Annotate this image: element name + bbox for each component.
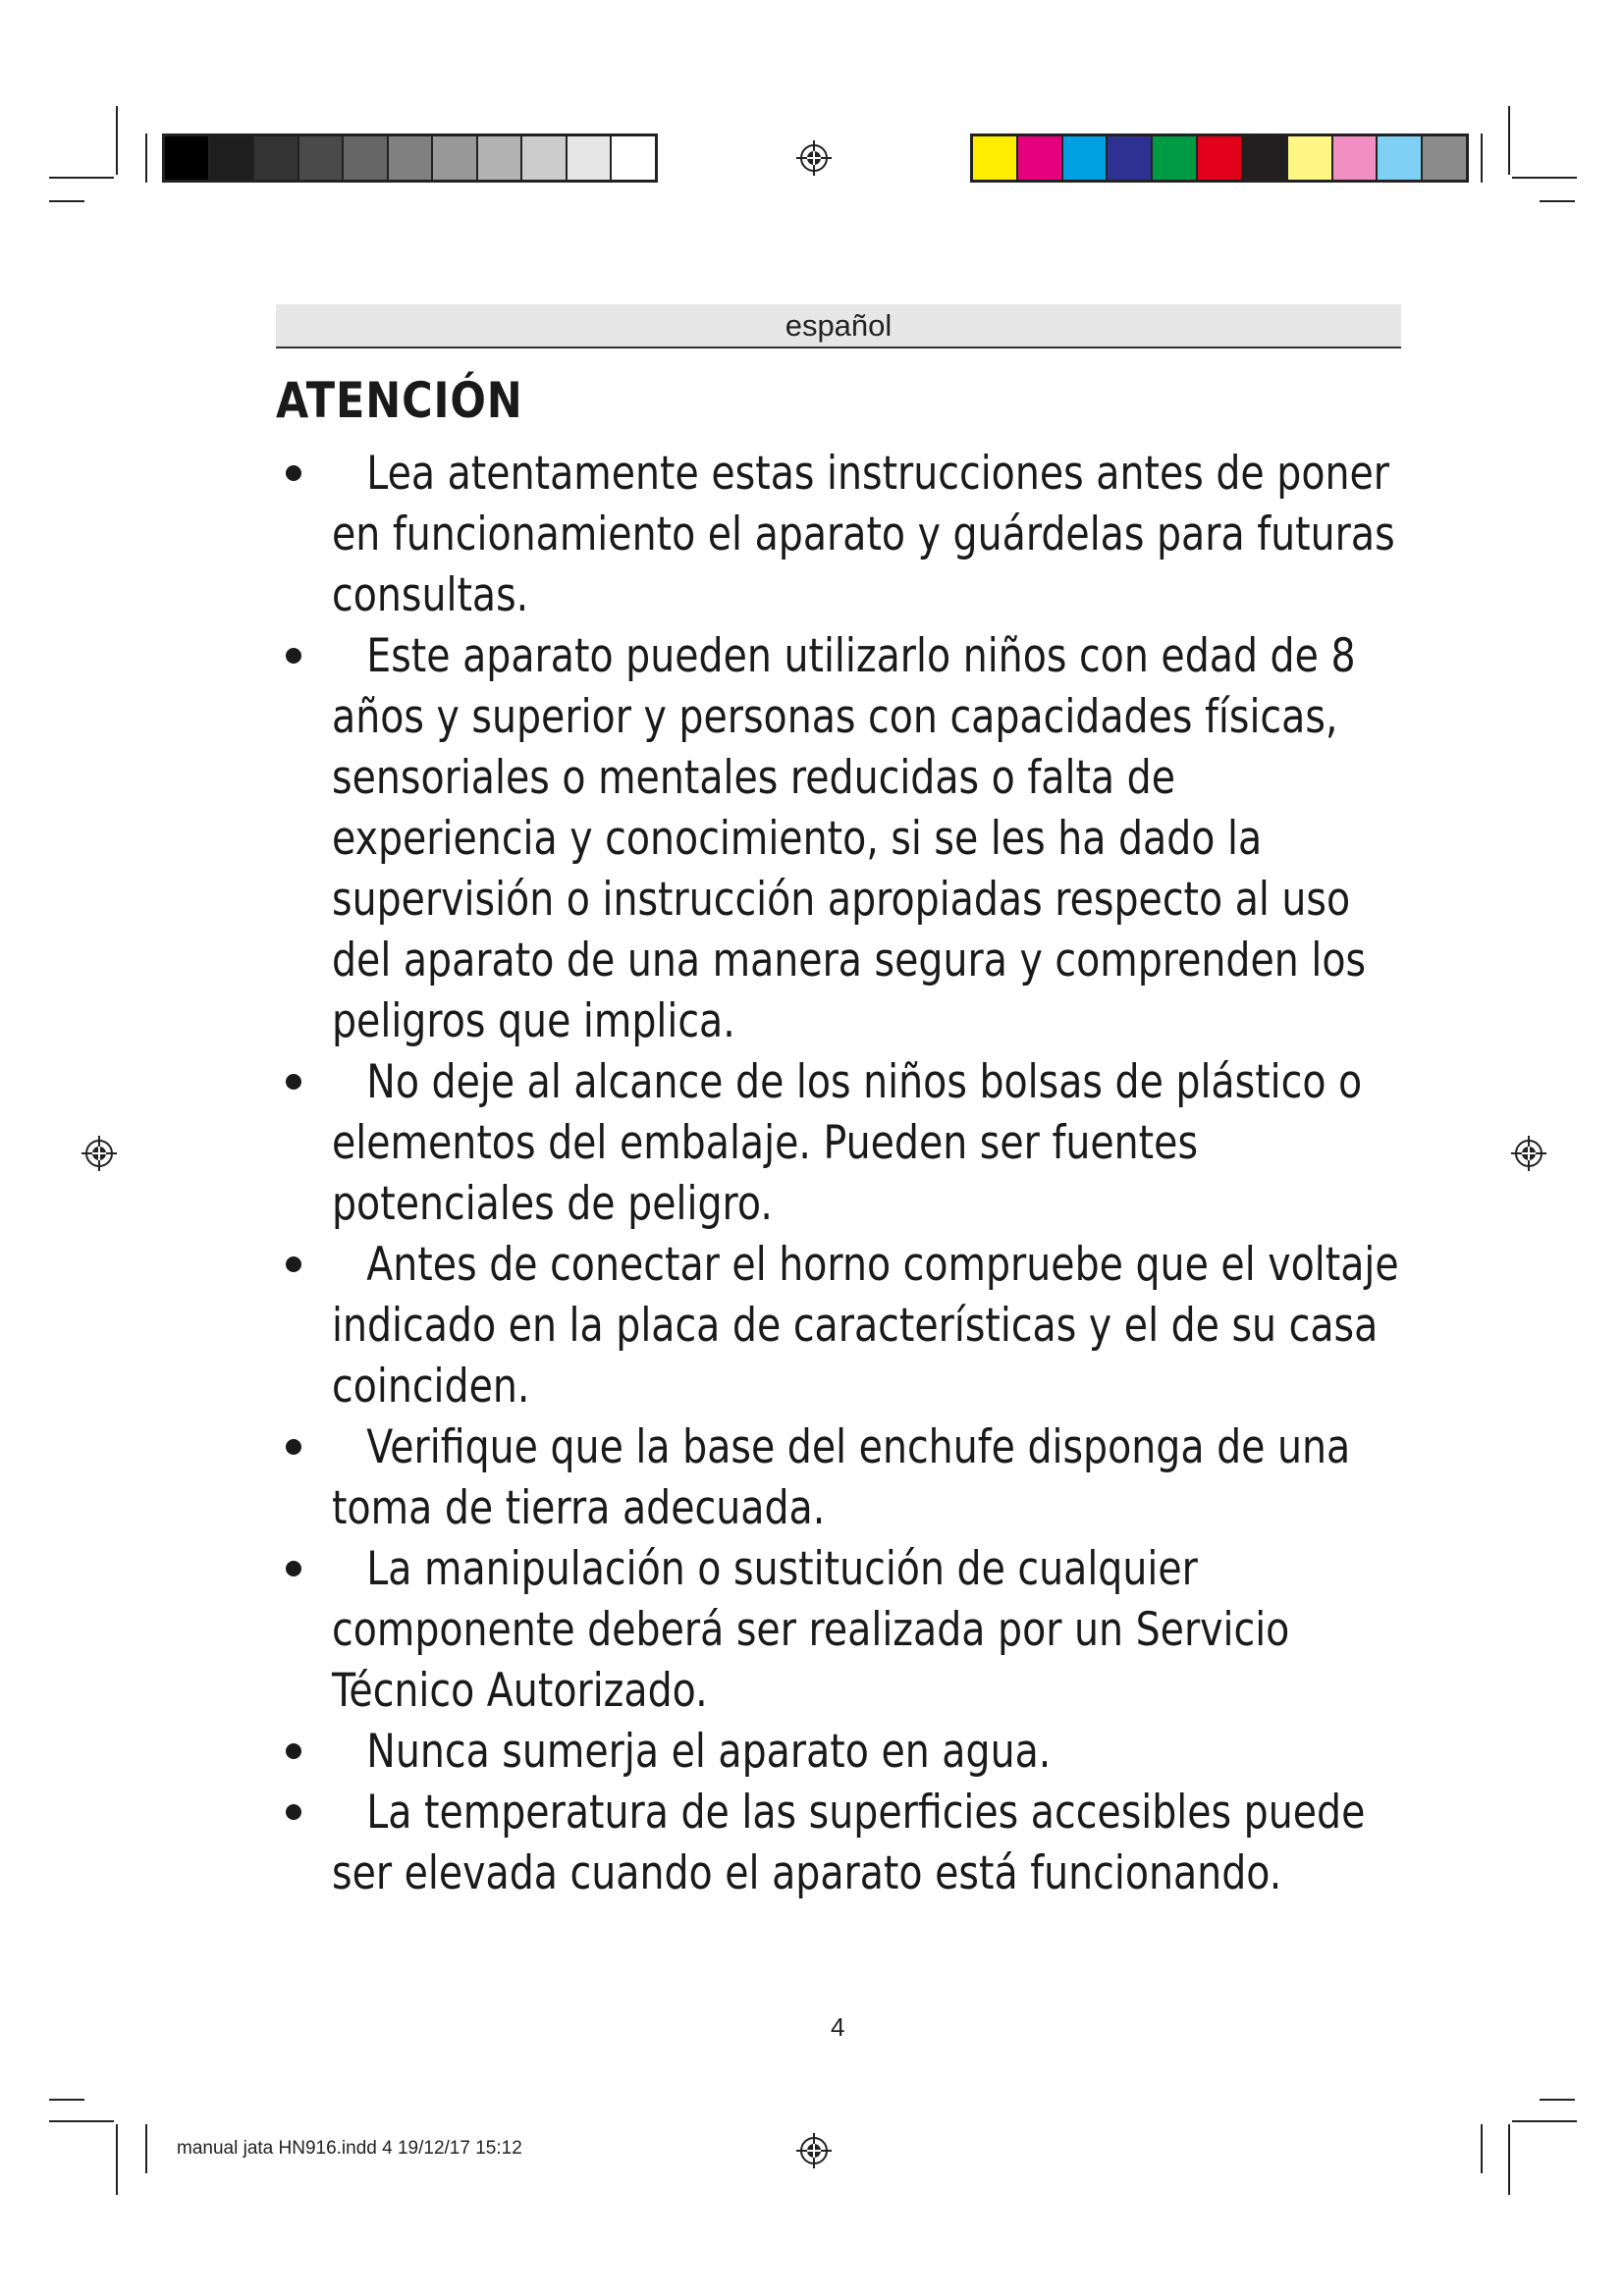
grayscale-swatch <box>344 136 389 180</box>
crop-mark <box>1508 106 1510 175</box>
safety-instructions-list <box>276 444 1435 1904</box>
grayscale-color-bar <box>162 133 658 183</box>
color-swatch <box>1108 136 1153 180</box>
registration-mark-icon <box>81 1135 118 1172</box>
color-swatch <box>1378 136 1423 180</box>
language-header: español <box>276 304 1401 348</box>
registration-mark-icon <box>1510 1135 1547 1172</box>
grayscale-swatch <box>522 136 568 180</box>
grayscale-swatch <box>254 136 299 180</box>
bullet-icon <box>286 1561 301 1576</box>
grayscale-swatch <box>210 136 255 180</box>
grayscale-swatch <box>478 136 523 180</box>
color-swatch <box>1243 136 1288 180</box>
list-item <box>276 626 1435 1052</box>
color-swatch <box>1288 136 1333 180</box>
list-item-text: No deje al alcance de los niños bolsas de plástico o elementos del embalaje. Pueden ser fuentes potenciales de peligro. <box>332 1055 1363 1231</box>
color-swatch <box>1153 136 1198 180</box>
crop-mark <box>116 106 118 175</box>
section-title: ATENCIÓN <box>276 372 523 429</box>
list-item <box>276 1417 1435 1539</box>
color-swatch <box>1333 136 1379 180</box>
crop-mark <box>1508 2124 1510 2195</box>
list-item <box>276 1539 1435 1722</box>
grayscale-swatch <box>389 136 434 180</box>
grayscale-swatch <box>165 136 210 180</box>
print-slug: manual jata HN916.indd 4 19/12/17 15:12 <box>177 2138 522 2159</box>
grayscale-swatch <box>612 136 655 180</box>
crop-mark <box>49 2099 84 2101</box>
crop-mark <box>145 2124 147 2173</box>
crop-mark <box>1540 200 1575 202</box>
page-number: 4 <box>831 2012 845 2042</box>
grayscale-swatch <box>433 136 478 180</box>
color-swatch <box>973 136 1018 180</box>
grayscale-swatch <box>568 136 613 180</box>
crop-mark <box>1512 2120 1577 2122</box>
bullet-icon <box>286 1743 301 1759</box>
color-swatch <box>1423 136 1466 180</box>
process-color-bar <box>970 133 1469 183</box>
bullet-icon <box>286 1804 301 1820</box>
list-item-text: Lea atentamente estas instrucciones antes de poner en funcionamiento el aparato y guárdelas para futuras consultas. <box>332 447 1395 622</box>
crop-mark <box>1481 2124 1483 2173</box>
bullet-icon <box>286 1074 301 1090</box>
list-item-text: Nunca sumerja el aparato en agua. <box>366 1725 1052 1779</box>
list-item-text: La manipulación o sustitución de cualquier componente deberá ser realizada por un Servicio Técnico Autorizado. <box>332 1542 1290 1718</box>
list-item-text: Este aparato pueden utilizarlo niños con edad de 8 años y superior y personas con capacidades físicas, sensoriales o mentales reducidas o falta de experiencia y conocimiento, si se les ha dado la supervisión o instrucción apropiadas respecto al uso del aparato de una manera segura y comprenden los peligros que implica. <box>332 629 1367 1048</box>
crop-mark <box>1540 2099 1575 2101</box>
crop-mark <box>1481 133 1483 183</box>
list-item-text: Antes de conectar el horno compruebe que el voltaje indicado en la placa de características y el de su casa coinciden. <box>332 1238 1399 1414</box>
list-item <box>276 1052 1435 1235</box>
color-swatch <box>1018 136 1063 180</box>
bullet-icon <box>286 648 301 664</box>
crop-mark <box>49 177 114 179</box>
crop-mark <box>49 2120 114 2122</box>
crop-mark <box>49 200 84 202</box>
grayscale-swatch <box>299 136 345 180</box>
list-item <box>276 1783 1435 1904</box>
list-item-text: Verifique que la base del enchufe disponga de una toma de tierra adecuada. <box>332 1420 1351 1535</box>
list-item-text: La temperatura de las superficies accesibles puede ser elevada cuando el aparato está funcionando. <box>332 1786 1366 1900</box>
crop-mark <box>145 133 147 183</box>
list-item <box>276 444 1435 626</box>
crop-mark <box>1512 177 1577 179</box>
list-item <box>276 1235 1435 1417</box>
bullet-icon <box>286 1439 301 1455</box>
crop-mark <box>116 2124 118 2195</box>
list-item <box>276 1722 1435 1783</box>
color-swatch <box>1198 136 1243 180</box>
bullet-icon <box>286 465 301 481</box>
registration-mark-icon <box>795 2132 833 2169</box>
registration-mark-icon <box>795 139 833 177</box>
bullet-icon <box>286 1256 301 1272</box>
color-swatch <box>1063 136 1109 180</box>
